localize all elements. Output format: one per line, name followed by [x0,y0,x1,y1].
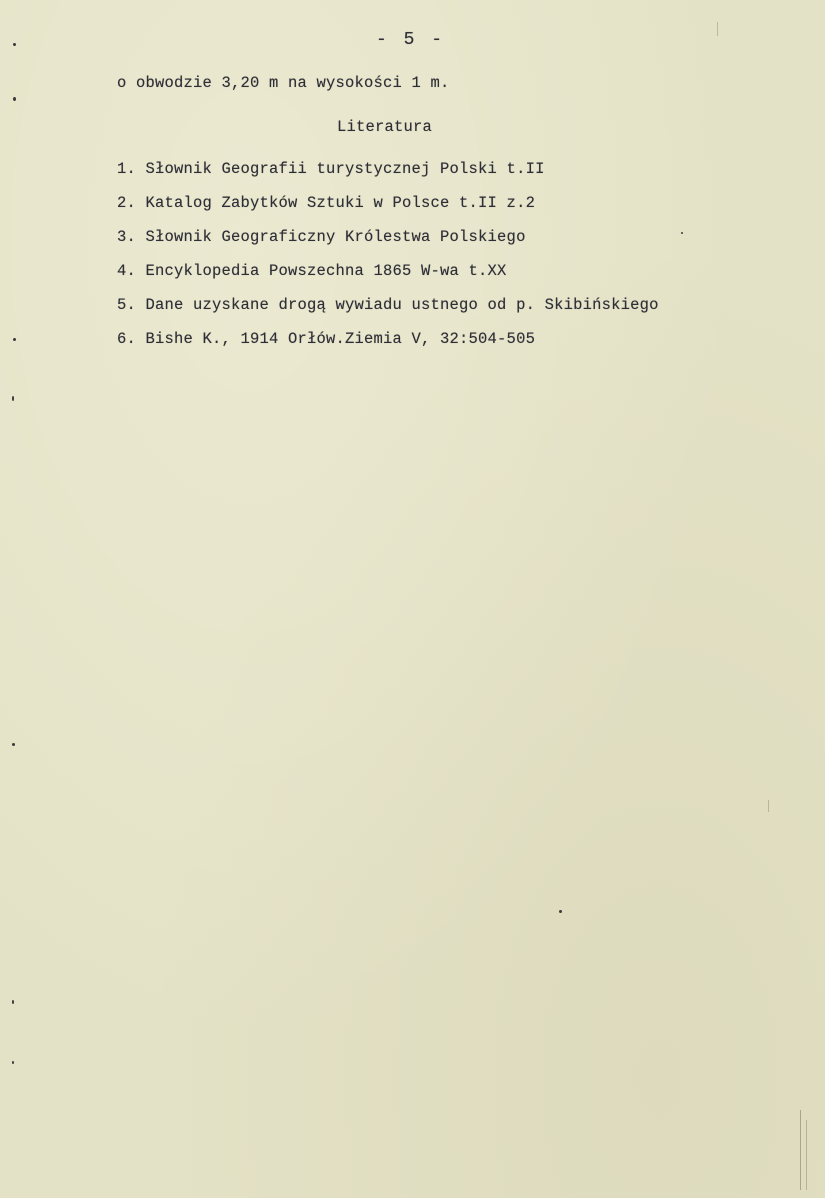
reference-item: 2. Katalog Zabytków Sztuki w Polsce t.II z.2 [117,194,536,212]
scan-speck [13,97,16,101]
reference-item: 1. Słownik Geografii turystycznej Polski t.II [117,160,545,178]
page-number: - 5 - [376,30,446,50]
reference-item: 4. Encyklopedia Powszechna 1865 W-wa t.XX [117,262,507,280]
intro-text-line: o obwodzie 3,20 m na wysokości 1 m. [117,74,450,92]
literature-heading: Literatura [337,118,433,136]
scan-speck [12,1061,14,1064]
paper-fold-line [717,22,718,36]
paper-fold-line [800,1110,801,1190]
scan-speck [12,743,15,746]
reference-item: 3. Słownik Geograficzny Królestwa Polskiego [117,228,526,246]
reference-item: 6. Bishe K., 1914 Orłów.Ziemia V, 32:504-505 [117,330,536,348]
scan-speck [681,232,683,234]
paper-fold-line [806,1120,807,1190]
scan-speck [12,396,14,401]
scan-speck [559,910,562,913]
scan-speck [13,43,16,46]
reference-item: 5. Dane uzyskane drogą wywiadu ustnego od p. Skibińskiego [117,296,659,314]
paper-fold-line [768,800,769,812]
scan-speck [12,1000,14,1004]
scan-speck [13,338,16,341]
